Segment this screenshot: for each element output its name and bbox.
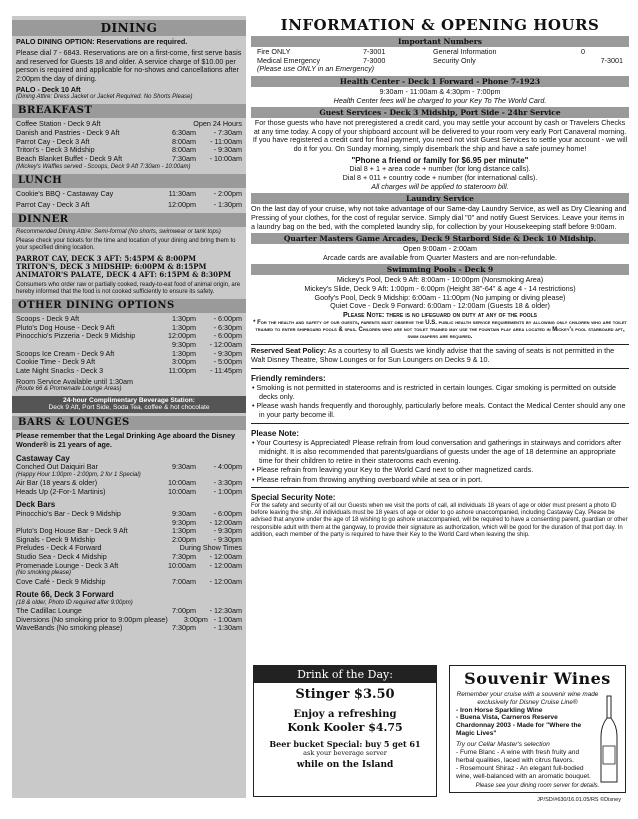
souvenir-wines <box>449 665 626 793</box>
dinner-attire: Recommended Dining Attire: Semi-formal (No shorts, swimwear or tank tops) <box>16 229 221 236</box>
beverage-station <box>12 396 246 414</box>
health-center-header: Health Center - Deck 1 Forward - Phone 7-1923 <box>251 76 629 87</box>
guest-services-header: Guest Services - Deck 3 Midship, Port Side - 24hr Service <box>251 107 629 118</box>
table-row: Cookie Time - Deck 9 Aft 3:00pm - 5:00pm <box>16 357 242 367</box>
table-row: Pluto's Dog House Bar - Deck 9 Aft 1:30pm - 9:30pm <box>16 526 242 536</box>
table-row: Scoops - Deck 9 Aft 1:30pm - 6:00pm <box>16 314 242 324</box>
table-row: 9:30pm - 12:00am <box>172 340 242 350</box>
pool-line: Goofy's Pool, Deck 9 Midship: 6:00am - 11:00pm (No jumping or diving please) <box>314 292 566 302</box>
arcade-hours: Open 9:00am - 2:00am <box>403 244 477 254</box>
dial-long-distance: Dial 8 + 1 + area code + number (for long distance calls). <box>349 164 531 174</box>
table-row: Cookie's BBQ - Castaway Cay 11:30am - 2:00pm <box>16 188 242 198</box>
pool-line: Quiet Cove - Deck 9 Forward: 6:00am - 12:00am (Guests 18 & older) <box>330 301 550 311</box>
palo-deck: PALO - Deck 10 Aft <box>16 84 81 94</box>
table-row: Scoops Ice Cream - Deck 9 Aft 1:30pm - 9:30pm <box>16 348 242 358</box>
other-dining-list <box>16 315 242 375</box>
room-service-note: (Route 66 & Promenade Lounge Areas) <box>16 386 122 393</box>
guest-services-text: For those guests who have not preregistered a credit card, you may settle your account by cash or Travelers Checks at any time today. A copy of your shipboard account will be delivered to your room very early Port Canaveral morning. If you have registered a credit card for final payment, you need not visit Guest Services to settle your account - we will do it for you. On Sunday morning, simply disembark the ship and have a safe journey home! <box>252 118 628 154</box>
table-row: Late Night Snacks - Deck 3 11:00pm - 11:45pm <box>16 366 242 376</box>
lifeguard-note: Please Note: there is no lifeguard on duty at any of the pools <box>342 310 538 320</box>
dial-international: Dial 8 + 011 + country code + number (for international calls). <box>342 173 538 182</box>
info-column <box>251 16 629 806</box>
dinner-line: ANIMATOR'S PALATE, DECK 4 AFT: 6:15PM & 8:30PM <box>16 270 232 280</box>
list-item: • Please wash hands frequently and thoroughly, particularly before meals. Contact the Medical Center should any one in your party become ill. <box>252 401 626 420</box>
arcade-cards: Arcade cards are available from Quarter Masters and are non-refundable. <box>322 252 558 262</box>
table-row: Parrot Cay - Deck 3 Aft 8:00am - 11:00am <box>16 136 242 146</box>
health-hours: 9:30am - 11:00am & 4:30pm - 7:00pm <box>379 86 501 96</box>
drink-of-the-day <box>253 665 437 797</box>
bars-header: BARS & LOUNGES <box>12 416 246 430</box>
list-item: • Smoking is not permitted in staterooms and is restricted in certain lounges. Cigar smoking is permitted on outside decks only. <box>252 383 617 401</box>
reserved-seat-policy <box>251 344 629 364</box>
emergency-note: (Please use ONLY in an Emergency) <box>257 64 375 74</box>
friendly-reminders <box>251 368 629 420</box>
table-row: Conched Out Daiquiri Bar 9:30am - 4:00pm <box>16 462 242 472</box>
drink-line: Enjoy a refreshing <box>293 708 397 720</box>
dinner-header: DINNER <box>12 213 246 227</box>
table-row: Pinocchio's Pizzeria - Deck 9 Midship 12:00pm - 6:00pm <box>16 331 242 341</box>
table-row: Beach Blanket Buffet - Deck 9 Aft 7:30am - 10:00am <box>16 153 242 163</box>
table-row: Signals - Deck 9 Midship 2:00pm - 9:30pm <box>16 534 242 544</box>
drink-line: Stinger $3.50 <box>295 687 395 703</box>
happy-hour: (Happy Hour 1:00pm - 2:00pm, 2 for 1 Special) <box>16 471 141 478</box>
breakfast-header: BREAKFAST <box>12 104 246 118</box>
drink-line: ask your beverage server <box>303 748 387 757</box>
lunch-header: LUNCH <box>12 174 246 188</box>
waffles-note: (Mickey's Waffles served - Scoops, Deck 9 Aft 7:30am - 10:00am) <box>16 163 191 170</box>
table-row: Parrot Cay - Deck 3 Aft 12:00pm - 1:30pm <box>16 200 242 210</box>
reserved-label: Reserved Seat Policy: <box>251 346 327 356</box>
food-warning: Consumers who order raw or partially cooked, ready-to-eat food of animal origin, are hereby informed that the food is not cooked sufficiently to ensure its safety. <box>16 281 241 296</box>
please-note-title: Please Note: <box>251 428 300 438</box>
drink-line: while on the Island <box>296 760 394 771</box>
other-dining-header: OTHER DINING OPTIONS <box>12 299 246 313</box>
no-smoking-note: (No smoking please) <box>16 570 72 577</box>
pool-line: Mickey's Pool, Deck 9 Aft: 8:00am - 10:00pm (Nonsmoking Area) <box>336 275 544 285</box>
table-row: Heads Up (2-For-1 Martinis) 10:00am - 1:00pm <box>16 486 242 496</box>
reminders-title: Friendly reminders: <box>251 373 326 383</box>
drinking-age-notice: Please remember that the Legal Drinking Age aboard the Disney Wonder® is 21 years of age. <box>16 431 236 449</box>
table-row: Medical Emergency 7-3000 Security Only 7-3001 <box>257 55 623 65</box>
beverage-text: Deck 9 Aft, Port Side, Soda Tea, coffee & hot chocolate <box>48 404 210 412</box>
charges-note: All charges will be applied to stateroom bill. <box>371 181 509 191</box>
dinner-line: PARROT CAY, DECK 3 AFT: 5:45PM & 8:00PM <box>16 253 196 263</box>
table-row: Cove Café - Deck 9 Midship 7:00am - 12:00am <box>16 576 242 586</box>
table-row: Diversions (No smoking prior to 9:00pm please) 3:00pm - 1:00am <box>16 614 242 624</box>
beverage-title: 24-hour Complimentary Beverage Station: <box>63 396 195 404</box>
table-row: Coffee Station - Deck 9 Aft Open 24 Hours <box>16 119 242 129</box>
table-row: Pluto's Dog House - Deck 9 Aft 1:30pm - 6:30pm <box>16 322 242 332</box>
dining-column <box>12 16 246 798</box>
list-item: • Your Courtesy is Appreciated! Please refrain from loud conversation and gatherings in stairways and corridors after midnight. It is also recommended that parents/guardians of guests under the age of 18 determine an appropriate time for their children to retire in their staterooms each evening. <box>252 438 622 465</box>
room-service: Room Service Available until 1:30am <box>16 376 133 386</box>
list-item: - Fume Blanc - A wine with fresh fruity and herbal qualities, laced with citrus flavors. <box>456 749 580 764</box>
footer-code: JP/SD/#630/16.01.05/RS ©Disney <box>537 797 621 804</box>
drink-line: Konk Kooler $4.75 <box>287 720 403 734</box>
table-row: The Cadillac Lounge 7:00pm - 12:30am <box>16 606 242 615</box>
table-row: Triton's - Deck 3 Midship 8:00am - 9:30am <box>16 145 242 155</box>
wine-bottle-icon <box>599 696 619 784</box>
table-row: WaveBands (No smoking please) 7:30pm - 1:30am <box>16 623 242 633</box>
phone-rate: "Phone a friend or family for $6.95 per minute" <box>351 155 529 165</box>
important-numbers-header: Important Numbers <box>251 36 629 47</box>
health-fee: Health Center fees will be charged to your Key To The World Card. <box>333 95 547 105</box>
dinner-line: TRITON'S, DECK 3 MIDSHIP: 6:00PM & 8:15PM <box>16 262 207 272</box>
table-row: Preludes - Deck 4 Forward During Show Times <box>16 543 242 553</box>
table-row: Promenade Lounge - Deck 3 Aft 10:00am - 12:00am <box>16 560 242 570</box>
list-item: • Please refrain from throwing anything overboard while at sea or in port. <box>252 474 483 484</box>
please-note <box>251 423 629 485</box>
arcade-header: Quarter Masters Game Arcades, Deck 9 Starbord Side & Deck 10 Midship. <box>251 233 629 244</box>
route66-title: Route 66, Deck 3 Forward <box>16 590 114 600</box>
breakfast-list <box>16 120 242 170</box>
pools-header: Swimming Pools - Deck 9 <box>251 264 629 275</box>
list-item: - Iron Horse Sparkling Wine <box>456 706 543 714</box>
table-row: Pinocchio's Bar - Deck 9 Midship 9:30am - 6:00pm <box>16 508 242 518</box>
list-item: - Buena Vista, Carneros Reserve Chardonnay 2003 - Made for "Where the Magic Lives" <box>456 714 582 738</box>
route66-note: (18 & older, Photo ID required after 9:00pm) <box>16 599 133 606</box>
table-row: Air Bar (18 years & older) 10:00am - 3:30pm <box>16 478 242 488</box>
table-row: Fire ONLY 7-3001 General Information 0 <box>257 47 585 56</box>
security-text: For the safety and security of all our Guests when we visit the ports of call, all individuals 18 years of age or older must present a photo ID before leaving the ship. All individuals must be 18 years of age or older to go ashore unaccompanied, including Castaway Cay. Please be advised that anyone under the age of 18 wishing to go ashore unaccompanied, will be required to have a consenting parent, guardian or other responsible adult with them at the gangway, to provide their signature as authorization, which will be good for the duration of that port day. In addition, each member of the party is required to have their Key to the World Card when leaving the ship. <box>251 503 628 538</box>
laundry-text: On the last day of your cruise, why not take advantage of our Same-day Laundry Service, as well as Dry Cleaning and Pressing of your clothes, for the cost of regular service. Simply dial "0" and notify Guest Services. Leave your items in a laundry bag on the bed, with the completed laundry slip, for collection by your Housekeeping staff before 9:00am. <box>251 204 627 231</box>
drink-line: Beer bucket Special: buy 5 get 61 <box>269 738 421 749</box>
deck-bars-title: Deck Bars <box>16 500 56 510</box>
palo-attire: (Dining Attire: Dress Jacket or Jacket Required. No Shorts Please) <box>16 94 193 101</box>
wine-intro: Remember your cruise with a souvenir wine made exclusively for Disney Cruise Line® <box>456 691 599 706</box>
page-title: INFORMATION & OPENING HOURS <box>280 16 600 34</box>
palo-option: PALO DINING OPTION: Reservations are required. <box>16 37 188 47</box>
table-row: 9:30pm - 12:00am <box>172 517 242 527</box>
wine-title: Souvenir Wines <box>464 669 611 688</box>
list-item: - Rosemount Shiraz - An elegant full-bodied wine, well-balanced with an aromatic bouquet. <box>456 764 591 780</box>
pool-line: Mickey's Slide, Deck 9 Aft: 1:00pm - 6:00pm (Height 38"-64" & age 4 - 14 restrictions) <box>304 284 576 294</box>
wine-see-server: Please see your dining room server for details. <box>475 782 600 789</box>
palo-text: Please dial 7 - 6843. Reservations are on a first-come, first serve basis and reserved for Guests 18 and older. A service charge of $10.00 per person is required and applicable for no-shows and cancellations after 2:00pm the day of dining. <box>16 48 242 83</box>
security-note <box>251 487 629 539</box>
list-item: • Please refrain from leaving your Key to the World Card next to other magnetized cards. <box>252 465 534 475</box>
laundry-header: Laundry Service <box>251 193 629 204</box>
pool-health-note: * For the health and safety of our guests, parents must observe the U.S. public health service requirements by allowing only children who are toilet trained to enter shipboard pools & spas. Children who are not toilet trained may use the fountain play area located in Mickey's pool starboard aft, swim diapers are required. <box>253 319 627 341</box>
dining-header: DINING <box>12 20 246 36</box>
dinner-check: Please check your tickets for the time and location of your dining and bring them to your specified dining location. <box>16 238 236 252</box>
reserved-text: As a courtesy to all Guests we kindly advise that the saving of seats is not permitted in the Walt Disney Theatre, Show Lounges or for Sun Loungers on Decks 9 & 10. <box>251 346 615 364</box>
drink-header: Drink of the Day: <box>254 666 436 683</box>
security-title: Special Security Note: <box>251 493 336 503</box>
table-row: Danish and Pastries - Deck 9 Aft 6:30am - 7:30am <box>16 128 242 138</box>
castaway-title: Castaway Cay <box>16 453 70 463</box>
cellar-title: Try our Cellar Master's selection <box>456 741 550 749</box>
table-row: Studio Sea - Deck 4 Midship 7:30pm - 12:00am <box>16 552 242 562</box>
